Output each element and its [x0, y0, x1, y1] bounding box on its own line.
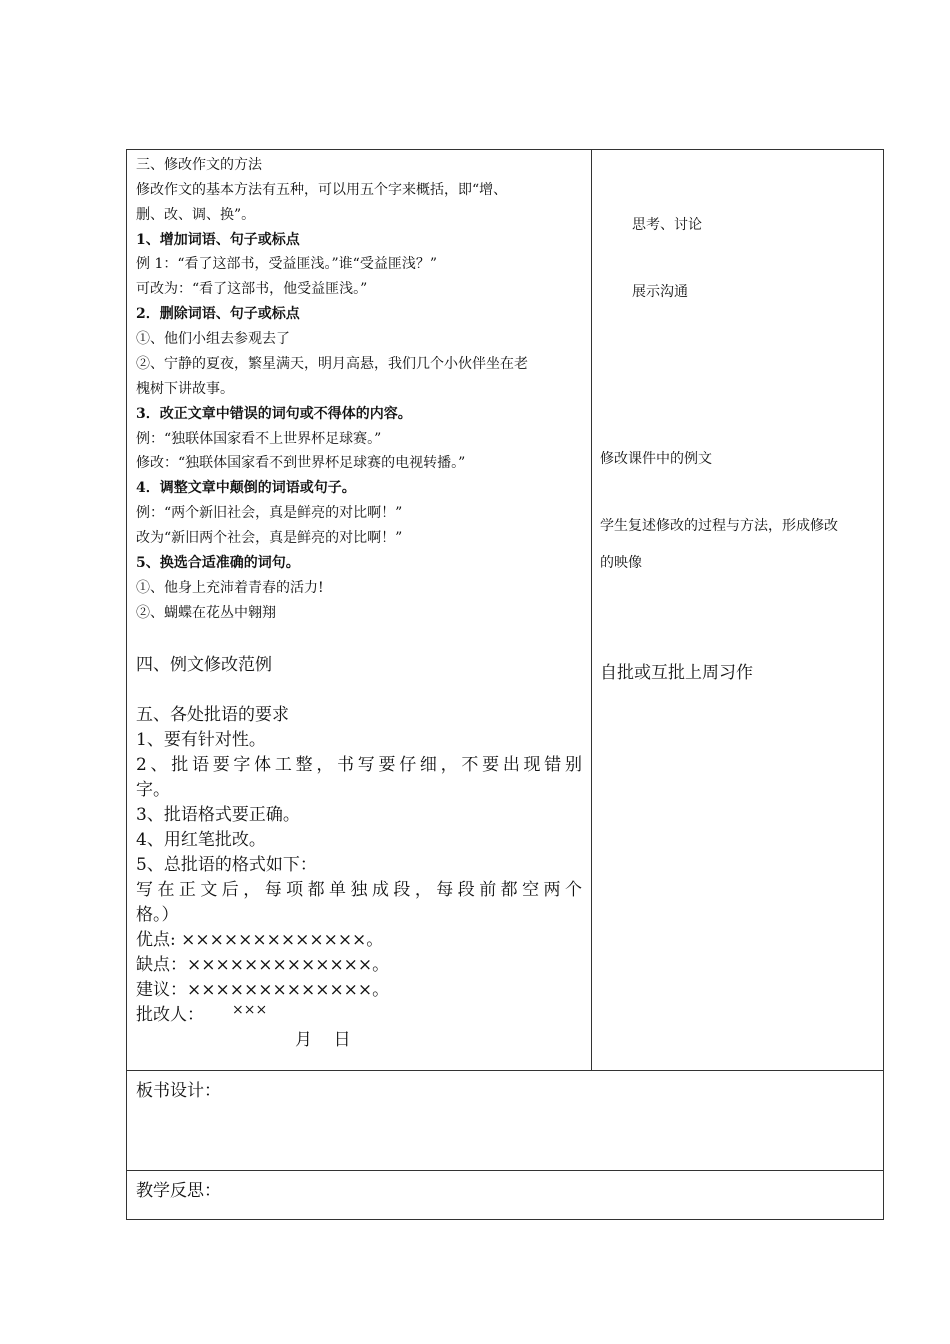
column-divider [591, 149, 592, 1071]
requirement-3: 3、批语格式要正确。 [136, 805, 300, 825]
template-advice: 建议：×××××××××××××。 [136, 980, 390, 1000]
heading-example-revision: 四、例文修改范例 [136, 655, 272, 675]
activity-think-discuss: 思考、讨论 [632, 217, 702, 233]
method-2-title: 2．删除词语、句子或标点 [136, 306, 300, 322]
row-divider-board [126, 1070, 884, 1071]
method-5-example-1: ①、他身上充沛着青春的活力! [136, 580, 324, 596]
method-5-example-2: ②、蝴蝶在花丛中翱翔 [136, 605, 276, 621]
requirement-4: 4、用红笔批改。 [136, 830, 266, 850]
activity-modify-example: 修改课件中的例文 [600, 451, 712, 467]
method-2-example-1: ①、他们小组去参观去了 [136, 331, 290, 347]
template-grader-value: ××× [232, 1002, 268, 1018]
method-1-title: 1、增加词语、句子或标点 [136, 232, 300, 248]
format-instruction-cont: 格。） [136, 905, 179, 925]
template-date: 月 日 [295, 1030, 351, 1050]
method-intro-cont: 删、改、调、换”。 [136, 207, 256, 223]
requirement-5: 5、总批语的格式如下： [136, 855, 317, 875]
method-1-revised: 可改为：“看了这部书，他受益匪浅。” [136, 281, 368, 297]
method-3-revised: 修改：“独联体国家看不到世界杯足球赛的电视转播。” [136, 455, 466, 471]
heading-method: 三、修改作文的方法 [136, 157, 262, 173]
teaching-reflection-label: 教学反思： [136, 1181, 221, 1201]
format-instruction: 写在正文后，每项都单独成段，每段前都空两个 [136, 880, 582, 900]
row-divider-reflection [126, 1170, 884, 1171]
method-2-example-2-cont: 槐树下讲故事。 [136, 381, 234, 397]
requirement-2-cont: 字。 [136, 780, 170, 800]
method-4-revised: 改为“新旧两个社会，真是鲜亮的对比啊！” [136, 530, 403, 546]
activity-grade-essays: 自批或互批上周习作 [600, 663, 753, 683]
method-3-example: 例：“独联体国家看不上世界杯足球赛。” [136, 431, 382, 447]
heading-comment-requirements: 五、各处批语的要求 [136, 705, 289, 725]
board-design-label: 板书设计： [136, 1081, 221, 1101]
method-4-title: 4．调整文章中颠倒的词语或句子。 [136, 480, 356, 496]
requirement-2: 2、批语要字体工整，书写要仔细，不要出现错别 [136, 755, 582, 775]
activity-retell-cont: 的映像 [600, 555, 642, 571]
template-grader-label: 批改人： [136, 1005, 204, 1025]
activity-retell: 学生复述修改的过程与方法，形成修改 [600, 518, 838, 534]
method-3-title: 3．改正文章中错误的词句或不得体的内容。 [136, 406, 412, 422]
activity-share: 展示沟通 [632, 284, 688, 300]
method-2-example-2: ②、宁静的夏夜，繁星满天，明月高悬，我们几个小伙伴坐在老 [136, 356, 528, 372]
method-5-title: 5、换选合适准确的词句。 [136, 555, 300, 571]
template-pros: 优点: ×××××××××××××。 [136, 930, 384, 950]
method-1-example: 例 1：“看了这部书，受益匪浅。”谁“受益匪浅？” [136, 256, 437, 272]
method-intro: 修改作文的基本方法有五种，可以用五个字来概括，即“增、 [136, 182, 508, 198]
requirement-1: 1、要有针对性。 [136, 730, 266, 750]
template-cons: 缺点：×××××××××××××。 [136, 955, 390, 975]
method-4-example: 例：“两个新旧社会，真是鲜亮的对比啊！” [136, 505, 403, 521]
